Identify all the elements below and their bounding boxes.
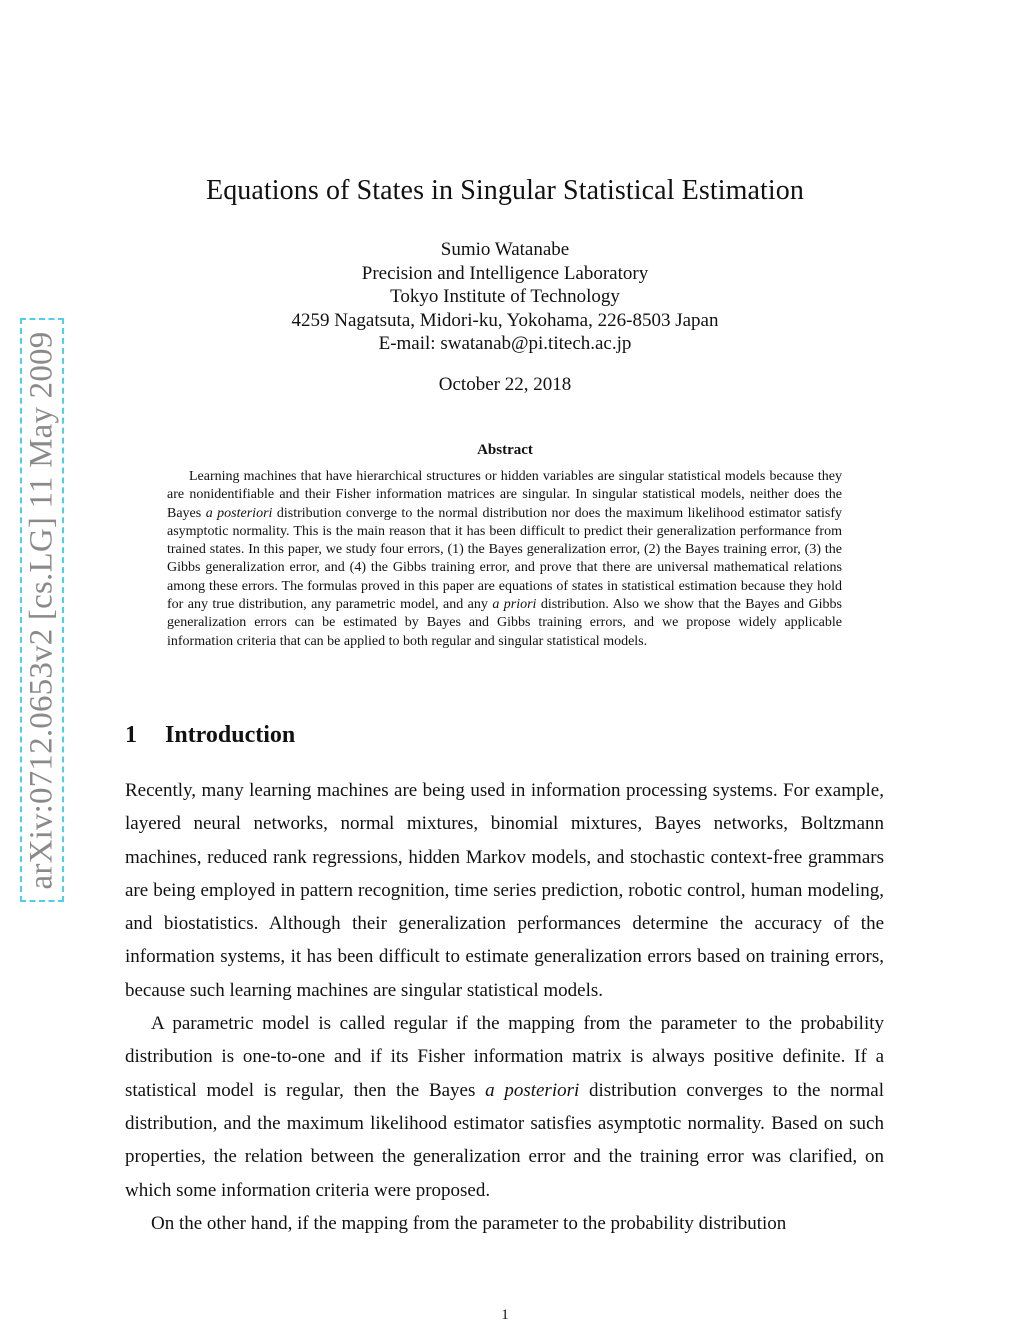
author-lab: Precision and Intelligence Laboratory — [361, 262, 649, 284]
section-number: 1 — [125, 722, 137, 748]
abstract-heading: Abstract — [477, 442, 533, 458]
page-number: 1 — [501, 1307, 509, 1323]
paragraph-2-part-b: distribution converges to the normal distribution, and the maximum likelihood estimator satisfies asymptotic normality. Based on such properties, the relation between the generalization error and the training error was clarified, on which some information criteria were proposed. — [125, 1079, 884, 1201]
arxiv-stamp — [20, 318, 64, 902]
author-email: E-mail: swatanab@pi.titech.ac.jp — [378, 333, 632, 354]
author-institute: Tokyo Institute of Technology — [390, 286, 620, 307]
author-name: Sumio Watanabe — [440, 239, 570, 260]
paper-date: October 22, 2018 — [438, 374, 572, 395]
paragraph-2-part-a: A parametric model is called regular if the mapping from the parameter to the probability distribution is one-to-one and if its Fisher information matrix is always positive definite. If a statistical model is regular, then the Bayes — [125, 1013, 884, 1101]
body-text — [125, 774, 884, 1240]
paragraph-2 — [125, 1007, 884, 1207]
abstract-part-2: distribution converge to the normal distribution nor does the maximum likelihood estimator satisfy asymptotic normality. This is the main reason that it has been difficult to predict their generalization performance from trained states. In this paper, we study four errors, (1) the Bayes generalization error, (2) the Bayes training error, (3) the Gibbs generalization error, and (4) the Gibbs training error, and prove that there are universal mathematical relations among these errors. The formulas proved in this paper are equations of states in statistical estimation because they hold for any true distribution, any parametric model, and any — [167, 505, 843, 613]
section-heading — [125, 722, 295, 749]
paper-title: Equations of States in Singular Statistical Estimation — [205, 175, 804, 206]
arxiv-identifier: arXiv:0712.0653v2 [cs.LG] 11 May 2009 — [23, 331, 60, 889]
abstract-part-1: Learning machines that have hierarchical structures or hidden variables are singular statistical models because they are nonidentifiable and their Fisher information matrices are singular. In singular statistical models, neither does the Bayes — [167, 469, 842, 521]
author-block — [0, 238, 1010, 356]
paragraph-1: Recently, many learning machines are being used in information processing systems. For example, layered neural networks, normal mixtures, binomial mixtures, Bayes networks, Boltzmann machines, reduced rank regressions, hidden Markov models, and stochastic context-free grammars are being employed in pattern recognition, time series prediction, robotic control, human modeling, and biostatistics. Although their generalization performances determine the accuracy of the information systems, it has been difficult to estimate generalization errors based on training errors, because such learning machines are singular statistical models. — [125, 780, 884, 1001]
abstract-italic-1: a posteriori — [205, 505, 273, 521]
author-address: 4259 Nagatsuta, Midori-ku, Yokohama, 226-8503 Japan — [291, 309, 719, 331]
abstract-italic-2: a priori — [492, 597, 537, 613]
paragraph-2-italic: a posteriori — [485, 1079, 580, 1101]
abstract-text — [167, 468, 842, 651]
abstract-part-3: distribution. Also we show that the Bayes and Gibbs generalization errors can be estimated by Bayes and Gibbs training errors, and we propose widely applicable information criteria that can be applied to both regular and singular statistical models. — [167, 597, 842, 649]
paragraph-3: On the other hand, if the mapping from the parameter to the probability distribution — [151, 1212, 787, 1234]
section-title: Introduction — [165, 722, 296, 748]
